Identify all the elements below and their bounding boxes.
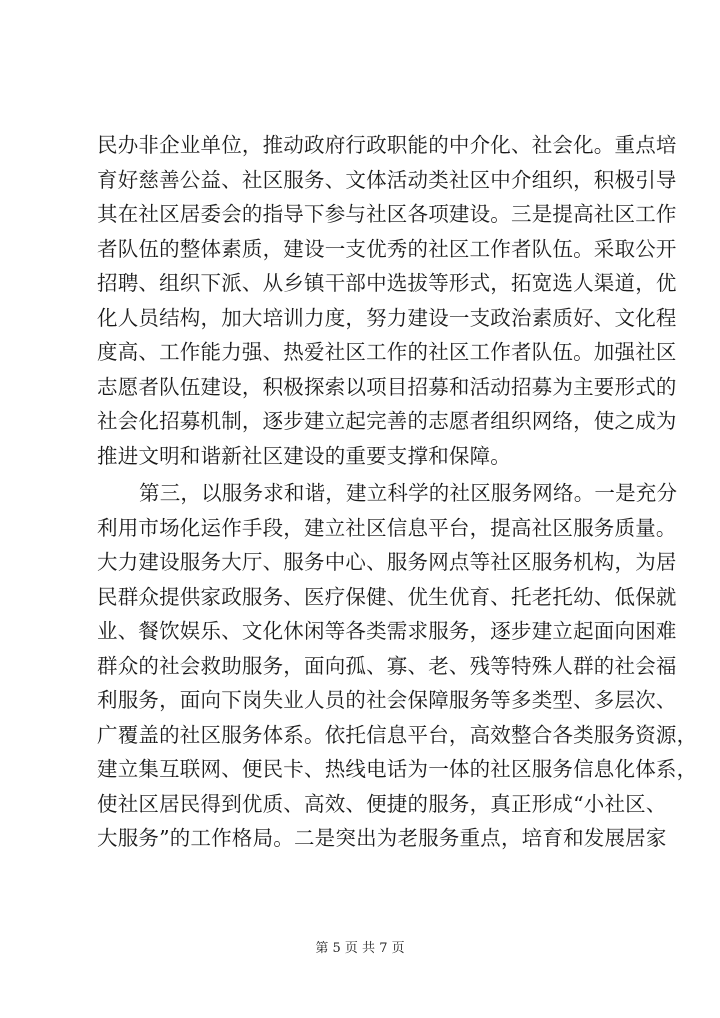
text-line: 使社区居民得到优质、高效、便捷的服务，真正形成“小社区、 xyxy=(97,791,667,816)
text-line: 社会化招募机制，逐步建立起完善的志愿者组织网络，使之成为 xyxy=(97,409,677,433)
text-line: 广覆盖的社区服务体系。依托信息平台，高效整合各类服务资源， xyxy=(97,722,698,747)
text-line: 建立集互联网、便民卡、热线电话为一体的社区服务信息化体系， xyxy=(97,757,698,781)
text-line: 者队伍的整体素质，建设一支优秀的社区工作者队伍。采取公开 xyxy=(97,236,677,261)
text-line: 利用市场化运作手段，建立社区信息平台，提高社区服务质量。 xyxy=(97,515,677,540)
text-line: 志愿者队伍建设，积极探索以项目招募和活动招募为主要形式的 xyxy=(97,374,677,399)
text-line: 招聘、组织下派、从乡镇干部中选拔等形式，拓宽选人渠道，优 xyxy=(97,271,677,295)
text-line: 利服务，面向下岗失业人员的社会保障服务等多类型、多层次、 xyxy=(97,688,677,712)
paragraph-2 xyxy=(97,476,698,856)
page-number-footer: 第 5 页 共 7 页 xyxy=(315,941,405,956)
text-line: 民群众提供家政服务、医疗保健、优生优育、托老托幼、低保就 xyxy=(97,584,677,609)
text-line: 推进文明和谐新社区建设的重要支撑和保障。 xyxy=(97,443,511,468)
text-line: 业、餐饮娱乐、文化休闲等各类需求服务，逐步建立起面向困难 xyxy=(97,619,677,643)
text-line: 大力建设服务大厅、服务中心、服务网点等社区服务机构，为居 xyxy=(97,550,677,574)
text-line: 大服务”的工作格局。二是突出为老服务重点，培育和发展居家 xyxy=(97,826,667,850)
document-body xyxy=(97,128,698,856)
text-line: 其在社区居委会的指导下参与社区各项建设。三是提高社区工作 xyxy=(97,202,677,226)
paragraph-1 xyxy=(97,128,677,473)
text-line: 化人员结构，加大培训力度，努力建设一支政治素质好、文化程 xyxy=(97,305,677,330)
text-line: 育好慈善公益、社区服务、文体活动类社区中介组织，积极引导 xyxy=(97,167,677,192)
text-line: 民办非企业单位，推动政府行政职能的中介化、社会化。重点培 xyxy=(97,133,677,157)
text-line: 群众的社会救助服务，面向孤、寡、老、残等特殊人群的社会福 xyxy=(97,653,677,678)
text-line: 度高、工作能力强、热爱社区工作的社区工作者队伍。加强社区 xyxy=(97,340,677,364)
text-line: 第三，以服务求和谐，建立科学的社区服务网络。一是充分 xyxy=(139,481,678,505)
